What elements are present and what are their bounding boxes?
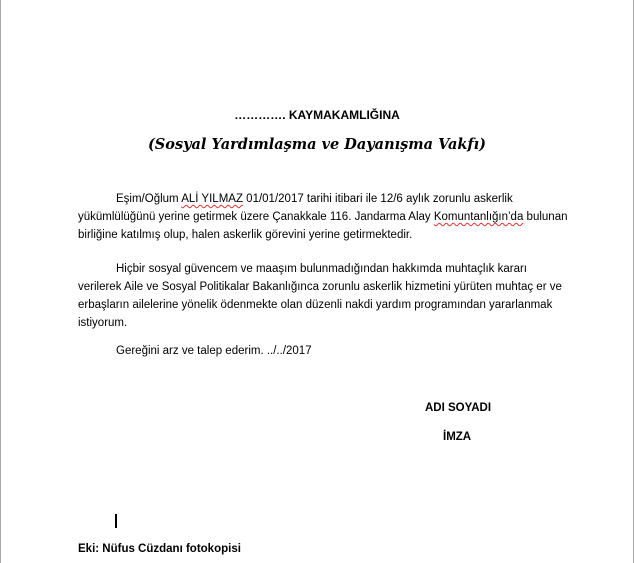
paragraph-3 xyxy=(78,342,568,360)
paragraph-2 xyxy=(78,260,568,332)
paragraph-1-end: bulunan birliğine katılmış olup, halen askerlik görevini yerine getirmektedir. xyxy=(78,211,568,241)
paragraph-1-intro: Eşim/Oğlum xyxy=(116,193,182,205)
spellcheck-unit: Komuntanlığın’da xyxy=(433,211,524,223)
paragraph-1-middle: 01/01/2017 tarihi itibari ile 12/6 aylık zorunlu askerlik yükümlülüğünü yerine getirmek üzere Çanakkale 116. Jandarma Alay xyxy=(78,193,513,223)
spellcheck-name: ALİ YILMAZ xyxy=(181,193,243,205)
signature-sign-label: İMZA xyxy=(443,431,472,443)
document-subtitle: (Sosyal Yardımlaşma ve Dayanışma Vakfı) xyxy=(147,136,487,153)
document-title: …………. KAYMAKAMLIĞINA xyxy=(234,108,400,122)
paragraph-3-text: Gereğini arz ve talep ederim. ../../2017 xyxy=(116,345,312,357)
page-left-edge xyxy=(0,0,1,563)
paragraph-1 xyxy=(78,190,568,244)
paragraph-2-text: Hiçbir sosyal güvencem ve maaşım bulunmadığından hakkımda muhtaçlık kararı verilerek Aile ve Sosyal Politikalar Bakanlığınca zorunlu askerlik hizmetini yürüten muhtaç er ve erbaşların ailelerine yönelik ödenmekte olan düzenli nakdi yardım programından yararlanmak istiyorum. xyxy=(78,263,562,329)
attachment-note: Eki: Nüfus Cüzdanı fotokopisi xyxy=(78,543,241,555)
text-cursor xyxy=(115,514,117,528)
signature-name-label: ADI SOYADI xyxy=(425,402,492,414)
